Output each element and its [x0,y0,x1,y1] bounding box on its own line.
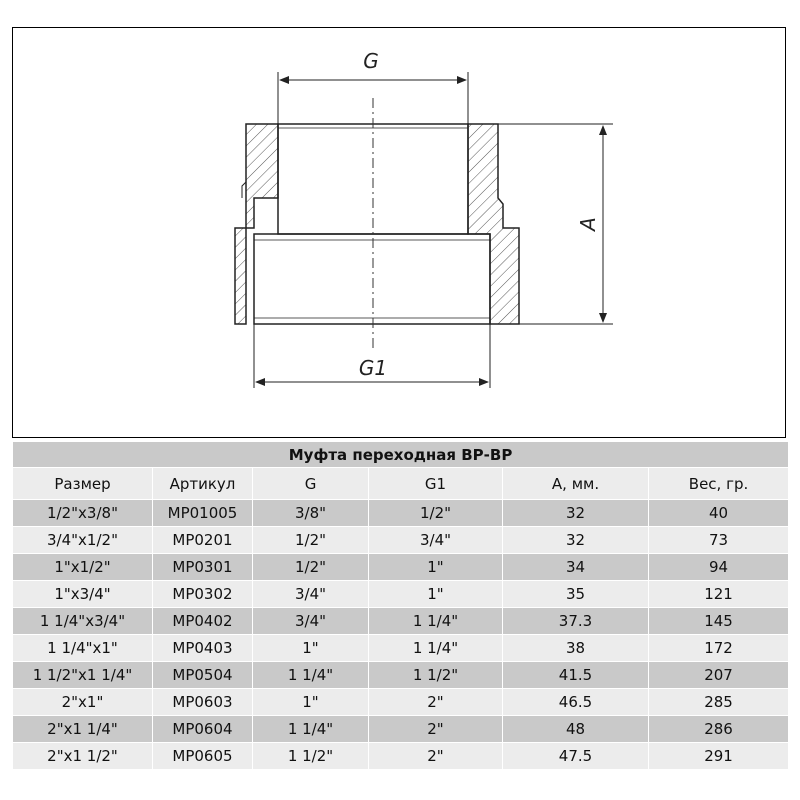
g1-cell: 1/2" [369,500,503,527]
g1-cell: 1 1/2" [369,662,503,689]
weight-cell: 73 [649,527,789,554]
article-cell: MP01005 [153,500,253,527]
g-cell: 3/4" [253,608,369,635]
g-cell: 3/4" [253,581,369,608]
dimension-g-label: G [363,49,379,73]
table-row [13,581,789,608]
size-cell: 1"x3/4" [13,581,153,608]
header-article: Артикул [153,468,253,500]
technical-drawing-frame [12,27,786,438]
g1-cell: 3/4" [369,527,503,554]
header-size: Размер [13,468,153,500]
a-mm-cell: 48 [503,716,649,743]
header-weight: Вес, гр. [649,468,789,500]
a-mm-cell: 35 [503,581,649,608]
weight-cell: 285 [649,689,789,716]
header-row [13,468,789,500]
article-cell: MP0403 [153,635,253,662]
g1-cell: 2" [369,716,503,743]
table-title: Муфта переходная ВР-ВР [13,442,789,468]
article-cell: MP0604 [153,716,253,743]
dimension-a-label: A [576,217,600,231]
header-g: G [253,468,369,500]
header-a-mm: А, мм. [503,468,649,500]
article-cell: MP0504 [153,662,253,689]
a-mm-cell: 41.5 [503,662,649,689]
weight-cell: 145 [649,608,789,635]
table-row [13,689,789,716]
weight-cell: 207 [649,662,789,689]
g-cell: 3/8" [253,500,369,527]
g-cell: 1" [253,689,369,716]
size-cell: 3/4"x1/2" [13,527,153,554]
g-cell: 1/2" [253,554,369,581]
weight-cell: 94 [649,554,789,581]
a-mm-cell: 34 [503,554,649,581]
size-cell: 2"x1 1/4" [13,716,153,743]
size-cell: 1 1/4"x3/4" [13,608,153,635]
a-mm-cell: 32 [503,527,649,554]
weight-cell: 291 [649,743,789,770]
table-row [13,554,789,581]
header-g1: G1 [369,468,503,500]
size-cell: 2"x1" [13,689,153,716]
table-row [13,662,789,689]
g1-cell: 2" [369,743,503,770]
weight-cell: 286 [649,716,789,743]
article-cell: MP0302 [153,581,253,608]
a-mm-cell: 32 [503,500,649,527]
g1-cell: 1" [369,581,503,608]
a-mm-cell: 38 [503,635,649,662]
a-mm-cell: 47.5 [503,743,649,770]
table-row [13,527,789,554]
g-cell: 1/2" [253,527,369,554]
weight-cell: 121 [649,581,789,608]
size-cell: 1/2"x3/8" [13,500,153,527]
dimension-g1-label: G1 [358,356,388,380]
g1-cell: 2" [369,689,503,716]
size-cell: 1 1/2"x1 1/4" [13,662,153,689]
table-row [13,608,789,635]
article-cell: MP0603 [153,689,253,716]
right-wall-section [468,124,519,324]
article-cell: MP0301 [153,554,253,581]
weight-cell: 40 [649,500,789,527]
a-mm-cell: 37.3 [503,608,649,635]
table-row [13,716,789,743]
g-cell: 1 1/4" [253,662,369,689]
g1-cell: 1 1/4" [369,635,503,662]
article-cell: MP0402 [153,608,253,635]
g-cell: 1" [253,635,369,662]
article-cell: MP0605 [153,743,253,770]
fitting-section-drawing [13,28,787,439]
table-row [13,743,789,770]
weight-cell: 172 [649,635,789,662]
g1-cell: 1" [369,554,503,581]
a-mm-cell: 46.5 [503,689,649,716]
table-row [13,635,789,662]
inner-bore-outline [254,124,490,324]
g1-cell: 1 1/4" [369,608,503,635]
size-cell: 1 1/4"x1" [13,635,153,662]
g-cell: 1 1/4" [253,716,369,743]
table-body [13,500,789,770]
article-cell: MP0201 [153,527,253,554]
size-cell: 2"x1 1/2" [13,743,153,770]
table-row [13,500,789,527]
size-cell: 1"x1/2" [13,554,153,581]
specification-table [12,441,789,770]
left-wall-section [235,124,278,324]
g-cell: 1 1/2" [253,743,369,770]
